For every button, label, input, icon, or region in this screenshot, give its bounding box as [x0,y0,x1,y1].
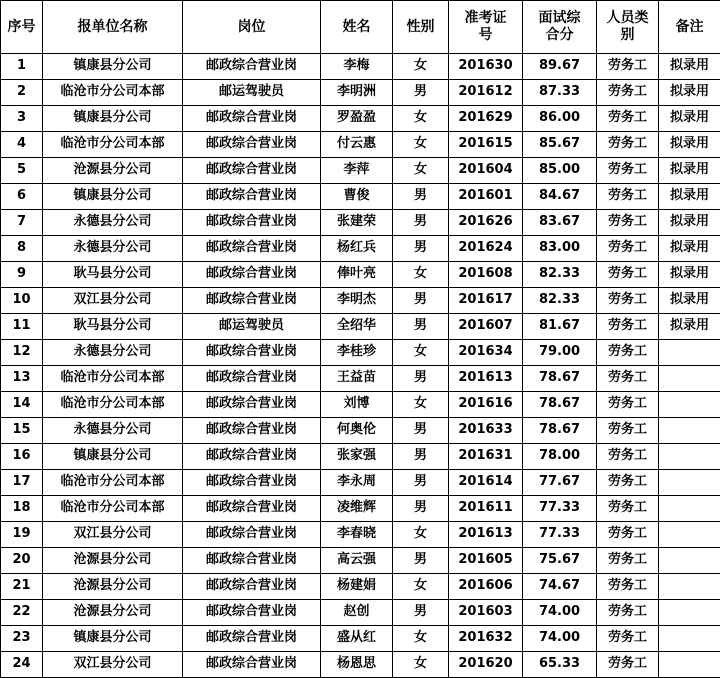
cell-score: 74.00 [523,600,597,626]
column-header-type-line1: 人员类 [597,10,658,28]
cell-type: 劳务工 [597,470,659,496]
cell-post: 邮政综合营业岗 [183,184,321,210]
cell-score: 86.00 [523,106,597,132]
cell-ticket: 201613 [449,522,523,548]
cell-remark: 拟录用 [659,184,720,210]
cell-score: 84.67 [523,184,597,210]
table-row [1,340,720,366]
cell-ticket: 201608 [449,262,523,288]
cell-gender: 女 [393,340,449,366]
table-row [1,106,720,132]
cell-index: 3 [1,106,43,132]
cell-gender: 女 [393,574,449,600]
cell-name: 杨建娟 [321,574,393,600]
cell-name: 刘博 [321,392,393,418]
column-header-gender: 性别 [393,1,449,54]
cell-unit: 永德县分公司 [43,340,183,366]
cell-ticket: 201615 [449,132,523,158]
cell-name: 付云惠 [321,132,393,158]
cell-score: 81.67 [523,314,597,340]
cell-gender: 男 [393,80,449,106]
column-header-score-line2: 合分 [523,27,596,45]
column-header-ticket-line1: 准考证 [449,10,522,28]
cell-unit: 沧源县分公司 [43,574,183,600]
cell-score: 65.33 [523,652,597,678]
cell-type: 劳务工 [597,522,659,548]
table-row [1,548,720,574]
cell-name: 张家强 [321,444,393,470]
cell-score: 77.67 [523,470,597,496]
cell-ticket: 201634 [449,340,523,366]
cell-ticket: 201612 [449,80,523,106]
cell-gender: 男 [393,470,449,496]
cell-score: 78.67 [523,392,597,418]
cell-gender: 男 [393,210,449,236]
cell-score: 74.67 [523,574,597,600]
cell-remark [659,392,720,418]
table-row [1,262,720,288]
cell-post: 邮政综合营业岗 [183,444,321,470]
table-row [1,600,720,626]
cell-post: 邮政综合营业岗 [183,158,321,184]
column-header-unit: 报单位名称 [43,1,183,54]
table-row [1,210,720,236]
cell-index: 11 [1,314,43,340]
column-header-type-line2: 别 [597,27,658,45]
table-row [1,470,720,496]
column-header-type [597,1,659,54]
cell-post: 邮政综合营业岗 [183,496,321,522]
cell-type: 劳务工 [597,574,659,600]
column-header-name: 姓名 [321,1,393,54]
cell-post: 邮政综合营业岗 [183,548,321,574]
cell-remark: 拟录用 [659,210,720,236]
table-row [1,652,720,678]
cell-post: 邮政综合营业岗 [183,54,321,80]
cell-ticket: 201605 [449,548,523,574]
cell-score: 82.33 [523,288,597,314]
cell-type: 劳务工 [597,496,659,522]
cell-ticket: 201606 [449,574,523,600]
cell-unit: 沧源县分公司 [43,548,183,574]
cell-remark: 拟录用 [659,132,720,158]
cell-name: 赵创 [321,600,393,626]
table-row [1,366,720,392]
cell-ticket: 201624 [449,236,523,262]
cell-type: 劳务工 [597,366,659,392]
cell-remark [659,444,720,470]
cell-index: 1 [1,54,43,80]
cell-name: 盛从红 [321,626,393,652]
cell-name: 罗盈盈 [321,106,393,132]
cell-index: 7 [1,210,43,236]
cell-type: 劳务工 [597,418,659,444]
cell-gender: 男 [393,314,449,340]
cell-score: 78.67 [523,366,597,392]
cell-index: 17 [1,470,43,496]
column-header-remark: 备注 [659,1,720,54]
column-header-ticket [449,1,523,54]
cell-gender: 男 [393,418,449,444]
cell-unit: 永德县分公司 [43,418,183,444]
cell-post: 邮运驾驶员 [183,80,321,106]
cell-post: 邮政综合营业岗 [183,132,321,158]
cell-index: 19 [1,522,43,548]
cell-type: 劳务工 [597,262,659,288]
cell-name: 凌维辉 [321,496,393,522]
cell-post: 邮政综合营业岗 [183,106,321,132]
cell-post: 邮政综合营业岗 [183,340,321,366]
cell-unit: 永德县分公司 [43,210,183,236]
cell-gender: 男 [393,444,449,470]
cell-gender: 女 [393,54,449,80]
cell-name: 李春晓 [321,522,393,548]
cell-unit: 临沧市分公司本部 [43,80,183,106]
table-row [1,574,720,600]
cell-post: 邮政综合营业岗 [183,418,321,444]
cell-type: 劳务工 [597,340,659,366]
cell-score: 79.00 [523,340,597,366]
cell-type: 劳务工 [597,236,659,262]
cell-remark [659,418,720,444]
cell-remark [659,470,720,496]
cell-unit: 镇康县分公司 [43,626,183,652]
column-header-ticket-line2: 号 [449,27,522,45]
cell-unit: 双江县分公司 [43,652,183,678]
cell-index: 6 [1,184,43,210]
cell-post: 邮政综合营业岗 [183,210,321,236]
table-header-row [1,1,720,54]
table-row [1,522,720,548]
cell-index: 4 [1,132,43,158]
cell-type: 劳务工 [597,392,659,418]
cell-name: 高云强 [321,548,393,574]
cell-post: 邮政综合营业岗 [183,522,321,548]
cell-gender: 女 [393,626,449,652]
cell-remark [659,366,720,392]
cell-index: 22 [1,600,43,626]
cell-ticket: 201603 [449,600,523,626]
cell-gender: 女 [393,132,449,158]
cell-type: 劳务工 [597,54,659,80]
cell-gender: 女 [393,106,449,132]
cell-name: 李明洲 [321,80,393,106]
cell-post: 邮政综合营业岗 [183,288,321,314]
table-row [1,314,720,340]
cell-index: 8 [1,236,43,262]
cell-remark [659,600,720,626]
cell-ticket: 201632 [449,626,523,652]
table-row [1,184,720,210]
table-row [1,626,720,652]
cell-remark [659,340,720,366]
column-header-index: 序号 [1,1,43,54]
cell-index: 21 [1,574,43,600]
cell-unit: 镇康县分公司 [43,106,183,132]
cell-post: 邮政综合营业岗 [183,392,321,418]
cell-index: 14 [1,392,43,418]
cell-remark [659,548,720,574]
cell-index: 10 [1,288,43,314]
cell-remark: 拟录用 [659,288,720,314]
cell-unit: 临沧市分公司本部 [43,496,183,522]
cell-unit: 沧源县分公司 [43,600,183,626]
cell-unit: 镇康县分公司 [43,184,183,210]
cell-type: 劳务工 [597,132,659,158]
cell-remark [659,626,720,652]
cell-name: 李梅 [321,54,393,80]
cell-index: 18 [1,496,43,522]
cell-score: 78.00 [523,444,597,470]
cell-gender: 女 [393,652,449,678]
cell-remark: 拟录用 [659,54,720,80]
table-row [1,288,720,314]
cell-unit: 耿马县分公司 [43,314,183,340]
cell-name: 曹俊 [321,184,393,210]
cell-ticket: 201607 [449,314,523,340]
cell-score: 85.00 [523,158,597,184]
cell-name: 俸叶亮 [321,262,393,288]
cell-unit: 镇康县分公司 [43,54,183,80]
cell-index: 13 [1,366,43,392]
cell-remark: 拟录用 [659,80,720,106]
cell-type: 劳务工 [597,548,659,574]
cell-name: 李永周 [321,470,393,496]
table-row [1,392,720,418]
cell-gender: 男 [393,288,449,314]
cell-ticket: 201604 [449,158,523,184]
cell-name: 李明杰 [321,288,393,314]
cell-ticket: 201617 [449,288,523,314]
cell-gender: 女 [393,392,449,418]
table-body [1,54,720,678]
cell-name: 张建荣 [321,210,393,236]
cell-remark: 拟录用 [659,106,720,132]
cell-post: 邮政综合营业岗 [183,652,321,678]
cell-score: 82.33 [523,262,597,288]
table-row [1,80,720,106]
cell-gender: 女 [393,522,449,548]
cell-score: 85.67 [523,132,597,158]
cell-type: 劳务工 [597,444,659,470]
cell-type: 劳务工 [597,652,659,678]
column-header-score [523,1,597,54]
cell-index: 24 [1,652,43,678]
cell-remark: 拟录用 [659,262,720,288]
cell-ticket: 201633 [449,418,523,444]
cell-remark [659,574,720,600]
cell-unit: 临沧市分公司本部 [43,470,183,496]
cell-remark [659,652,720,678]
cell-name: 全绍华 [321,314,393,340]
cell-unit: 双江县分公司 [43,522,183,548]
cell-score: 77.33 [523,496,597,522]
cell-ticket: 201611 [449,496,523,522]
cell-index: 12 [1,340,43,366]
cell-name: 李萍 [321,158,393,184]
cell-post: 邮政综合营业岗 [183,470,321,496]
cell-ticket: 201613 [449,366,523,392]
cell-index: 23 [1,626,43,652]
table-row [1,236,720,262]
table-row [1,132,720,158]
cell-gender: 男 [393,600,449,626]
cell-unit: 临沧市分公司本部 [43,392,183,418]
cell-score: 75.67 [523,548,597,574]
cell-gender: 女 [393,262,449,288]
cell-unit: 临沧市分公司本部 [43,132,183,158]
cell-type: 劳务工 [597,600,659,626]
cell-index: 20 [1,548,43,574]
table-row [1,496,720,522]
cell-unit: 临沧市分公司本部 [43,366,183,392]
cell-type: 劳务工 [597,80,659,106]
cell-post: 邮政综合营业岗 [183,236,321,262]
cell-unit: 永德县分公司 [43,236,183,262]
cell-score: 77.33 [523,522,597,548]
cell-name: 王益苗 [321,366,393,392]
cell-ticket: 201601 [449,184,523,210]
cell-post: 邮政综合营业岗 [183,600,321,626]
cell-score: 87.33 [523,80,597,106]
column-header-post: 岗位 [183,1,321,54]
cell-gender: 男 [393,496,449,522]
cell-index: 5 [1,158,43,184]
cell-name: 杨恩思 [321,652,393,678]
cell-remark [659,496,720,522]
cell-unit: 镇康县分公司 [43,444,183,470]
cell-remark: 拟录用 [659,314,720,340]
cell-gender: 男 [393,548,449,574]
cell-ticket: 201614 [449,470,523,496]
cell-index: 16 [1,444,43,470]
cell-remark: 拟录用 [659,236,720,262]
cell-remark [659,522,720,548]
cell-index: 9 [1,262,43,288]
cell-type: 劳务工 [597,158,659,184]
cell-name: 何奥伦 [321,418,393,444]
cell-post: 邮政综合营业岗 [183,262,321,288]
cell-post: 邮政综合营业岗 [183,626,321,652]
cell-post: 邮政综合营业岗 [183,574,321,600]
cell-type: 劳务工 [597,626,659,652]
cell-ticket: 201616 [449,392,523,418]
cell-type: 劳务工 [597,210,659,236]
cell-name: 杨红兵 [321,236,393,262]
cell-score: 83.67 [523,210,597,236]
cell-unit: 沧源县分公司 [43,158,183,184]
cell-type: 劳务工 [597,314,659,340]
column-header-score-line1: 面试综 [523,10,596,28]
cell-gender: 女 [393,158,449,184]
cell-gender: 男 [393,184,449,210]
cell-ticket: 201620 [449,652,523,678]
cell-index: 15 [1,418,43,444]
table-row [1,54,720,80]
cell-gender: 男 [393,236,449,262]
cell-unit: 耿马县分公司 [43,262,183,288]
cell-post: 邮政综合营业岗 [183,366,321,392]
cell-unit: 双江县分公司 [43,288,183,314]
cell-index: 2 [1,80,43,106]
cell-score: 74.00 [523,626,597,652]
cell-gender: 男 [393,366,449,392]
cell-ticket: 201630 [449,54,523,80]
cell-score: 78.67 [523,418,597,444]
table-row [1,444,720,470]
cell-ticket: 201626 [449,210,523,236]
cell-type: 劳务工 [597,288,659,314]
cell-ticket: 201631 [449,444,523,470]
cell-type: 劳务工 [597,184,659,210]
cell-remark: 拟录用 [659,158,720,184]
table-row [1,418,720,444]
cell-post: 邮运驾驶员 [183,314,321,340]
cell-type: 劳务工 [597,106,659,132]
cell-name: 李桂珍 [321,340,393,366]
cell-score: 89.67 [523,54,597,80]
cell-score: 83.00 [523,236,597,262]
table-row [1,158,720,184]
cell-ticket: 201629 [449,106,523,132]
